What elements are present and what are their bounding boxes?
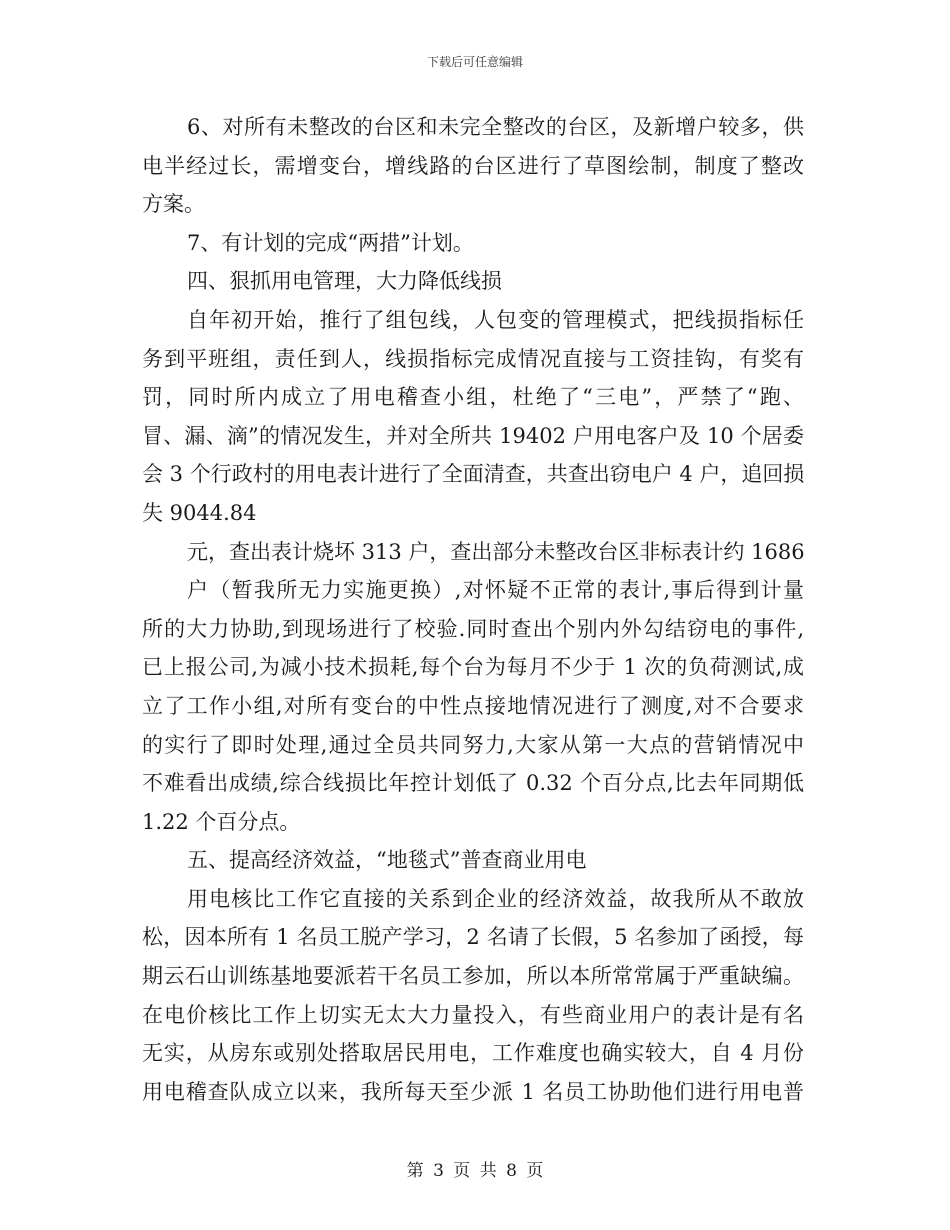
body-line: 失 9044.84 [142,500,257,525]
body-line: 自年初开始，推行了组包线，人包变的管理模式，把线损指标任 [187,307,804,332]
body-line: 户（暂我所无力实施更换）,对怀疑不正常的表计,事后得到计量 [187,578,804,603]
body-line: 立了工作小组,对所有变台的中性点接地情况进行了测度,对不合要求 [142,693,804,718]
body-line: 电半经过长，需增变台，增线路的台区进行了草图绘制，制度了整改 [142,153,804,178]
section-heading: 五、提高经济效益，“地毯式”普查商业用电 [187,848,587,873]
body-line: 用电核比工作它直接的关系到企业的经济效益，故我所从不敢放 [187,886,804,911]
body-line: 用电稽查队成立以来，我所每天至少派 1 名员工协助他们进行用电普 [142,1079,804,1104]
body-line: 冒、漏、滴”的情况发生，并对全所共 19402 户用电客户及 10 个居委 [142,423,804,448]
body-line: 务到平班组，责任到人，线损指标完成情况直接与工资挂钩，有奖有 [142,346,804,371]
page-header-note: 下载后可任意编辑 [426,55,523,69]
body-line: 松，因本所有 1 名员工脱产学习，2 名请了长假，5 名参加了函授，每 [142,925,804,950]
body-line: 的实行了即时处理,通过全员共同努力,大家从第一大点的营销情况中 [142,732,804,757]
body-line: 已上报公司,为减小技术损耗,每个台为每月不少于 1 次的负荷测试,成 [142,655,804,680]
body-line: 方案。 [142,192,205,217]
body-line: 期云石山训练基地要派若干名员工参加，所以本所常常属于严重缺编。 [142,964,804,989]
document-body [142,108,804,1111]
page-number: 第 3 页 共 8 页 [406,1161,544,1181]
body-line: 无实，从房东或别处搭取居民用电，工作难度也确实较大，自 4 月份 [142,1041,804,1066]
body-line: 所的大力协助,到现场进行了校验.同时查出个别内外勾结窃电的事件, [142,616,804,641]
body-line: 7、有计划的完成“两措”计划。 [187,230,474,255]
body-line: 元，查出表计烧坏 313 户，查出部分未整改台区非标表计约 1686 [187,539,805,564]
body-line: 会 3 个行政村的用电表计进行了全面清查，共查出窃电户 4 户，追回损 [142,462,805,487]
section-heading: 四、狠抓用电管理，大力降低线损 [187,269,502,294]
body-line: 1.22 个百分点。 [142,809,301,834]
body-line: 罚，同时所内成立了用电稽查小组，杜绝了“三电”，严禁了“跑、 [142,385,804,410]
body-line: 不难看出成绩,综合线损比年控计划低了 0.32 个百分点,比去年同期低 [142,771,804,796]
body-line: 6、对所有未整改的台区和未完全整改的台区，及新增户较多，供 [187,115,804,139]
body-line: 在电价核比工作上切实无太大力量投入，有些商业用户的表计是有名 [142,1002,804,1027]
